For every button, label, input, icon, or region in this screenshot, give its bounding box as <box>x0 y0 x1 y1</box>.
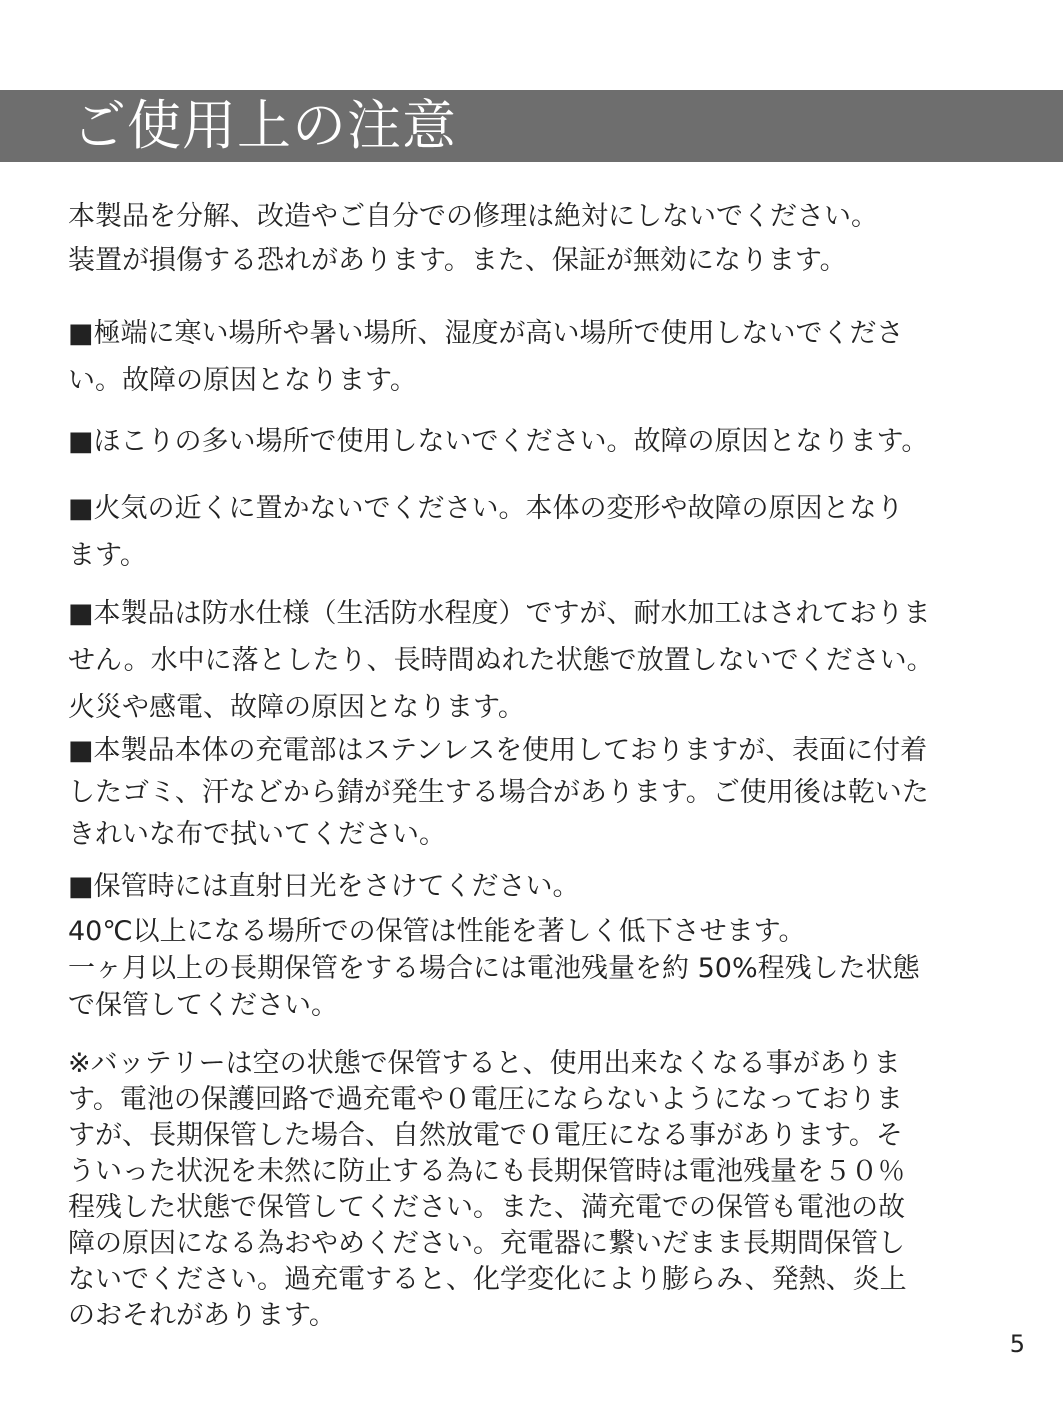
text-line: したゴミ、汗などから錆が発生する場合があります。ご使用後は乾いた <box>68 777 929 808</box>
text-line: ■極端に寒い場所や暑い場所、湿度が高い場所で使用しないでくださ <box>68 318 904 349</box>
text-line: すが、長期保管した場合、自然放電で０電圧になる事があります。そ <box>68 1120 903 1151</box>
note-fire <box>68 485 1003 579</box>
text-line: 40℃以上になる場所での保管は性能を著しく低下させます。 <box>68 916 806 947</box>
note-extreme-temperature <box>68 310 1003 404</box>
text-line: 装置が損傷する恐れがあります。また、保証が無効になります。 <box>68 245 847 276</box>
text-line: 火災や感電、故障の原因となります。 <box>68 692 525 723</box>
note-water <box>68 590 1003 731</box>
page-number: 5 <box>1009 1330 1025 1358</box>
text-line: ます。 <box>68 540 147 571</box>
text-line: 障の原因になる為おやめください。充電器に繋いだまま長期間保管し <box>68 1228 905 1259</box>
text-line: す。電池の保護回路で過充電や０電圧にならないようになっておりま <box>68 1084 903 1115</box>
intro-paragraph <box>68 195 1003 283</box>
title-bar <box>0 90 1063 162</box>
text-line: い。故障の原因となります。 <box>68 365 417 396</box>
note-storage <box>68 913 1003 1024</box>
battery-note <box>68 1046 1003 1334</box>
text-line: 一ヶ月以上の長期保管をする場合には電池残量を約 50%程残した状態 <box>68 953 920 984</box>
text-line: きれいな布で拭いてください。 <box>68 819 446 850</box>
text-line: 程残した状態で保管してください。また、満充電での保管も電池の故 <box>68 1192 905 1223</box>
text-line: 本製品を分解、改造やご自分での修理は絶対にしないでください。 <box>68 201 878 232</box>
text-line: ないでください。過充電すると、化学変化により膨らみ、発熱、炎上 <box>68 1264 907 1295</box>
text-line: ■本製品本体の充電部はステンレスを使用しておりますが、表面に付着 <box>68 735 928 766</box>
text-line: ■本製品は防水仕様（生活防水程度）ですが、耐水加工はされておりま <box>68 598 931 629</box>
text-line: ■火気の近くに置かないでください。本体の変形や故障の原因となり <box>68 493 904 524</box>
text-line: ■保管時には直射日光をさけてください。 <box>68 871 580 902</box>
note-sunlight <box>68 866 1003 908</box>
text-line: ういった状況を未然に防止する為にも長期保管時は電池残量を５０％ <box>68 1156 905 1187</box>
text-line: で保管してください。 <box>68 990 338 1021</box>
page-title: ご使用上の注意 <box>72 94 457 157</box>
text-line: のおそれがあります。 <box>68 1300 336 1331</box>
text-line: ※バッテリーは空の状態で保管すると、使用出来なくなる事がありま <box>68 1048 901 1079</box>
note-dust <box>68 418 1003 465</box>
note-charging-contacts <box>68 730 1003 856</box>
text-line: ■ほこりの多い場所で使用しないでください。故障の原因となります。 <box>68 426 929 457</box>
text-line: せん。水中に落としたり、長時間ぬれた状態で放置しないでください。 <box>68 645 934 676</box>
